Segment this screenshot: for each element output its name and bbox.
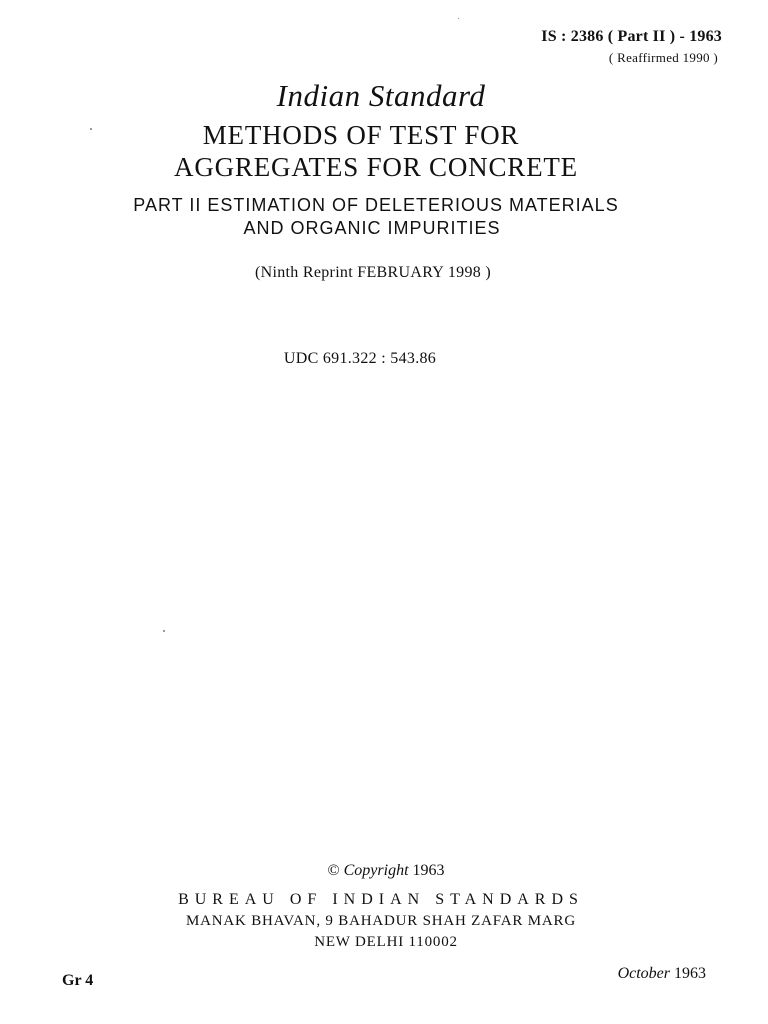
udc-number: UDC 691.322 : 543.86 <box>283 350 437 367</box>
publisher-name: BUREAU OF INDIAN STANDARDS <box>178 891 584 908</box>
standard-heading: Indian Standard <box>276 78 486 113</box>
reprint-note: (Ninth Reprint FEBRUARY 1998 ) <box>255 264 491 281</box>
publication-year: 1963 <box>674 965 706 982</box>
publisher-address: MANAK BHAVAN, 9 BAHADUR SHAH ZAFAR MARG <box>186 913 576 929</box>
copyright-symbol: © <box>327 862 340 879</box>
reaffirmed-note: ( Reaffirmed 1990 ) <box>608 50 718 65</box>
price-group: Gr 4 <box>62 972 94 989</box>
standard-designation: IS : 2386 ( Part II ) - 1963 <box>541 28 722 45</box>
title-line-1: METHODS OF TEST FOR <box>202 120 520 150</box>
publisher-city: NEW DELHI 110002 <box>314 934 458 950</box>
scan-speck <box>90 128 92 130</box>
publication-date <box>618 965 706 983</box>
scan-speck <box>163 630 165 632</box>
scan-speck <box>458 18 459 19</box>
title-line-2: AGGREGATES FOR CONCRETE <box>174 152 578 182</box>
part-title-line-2: AND ORGANIC IMPURITIES <box>243 218 501 238</box>
publication-month: October <box>617 965 670 982</box>
copyright-word: Copyright <box>343 862 409 879</box>
copyright-line <box>0 862 768 880</box>
copyright-year: 1963 <box>412 862 445 879</box>
part-title-line-1: PART II ESTIMATION OF DELETERIOUS MATERIALS <box>133 195 619 215</box>
